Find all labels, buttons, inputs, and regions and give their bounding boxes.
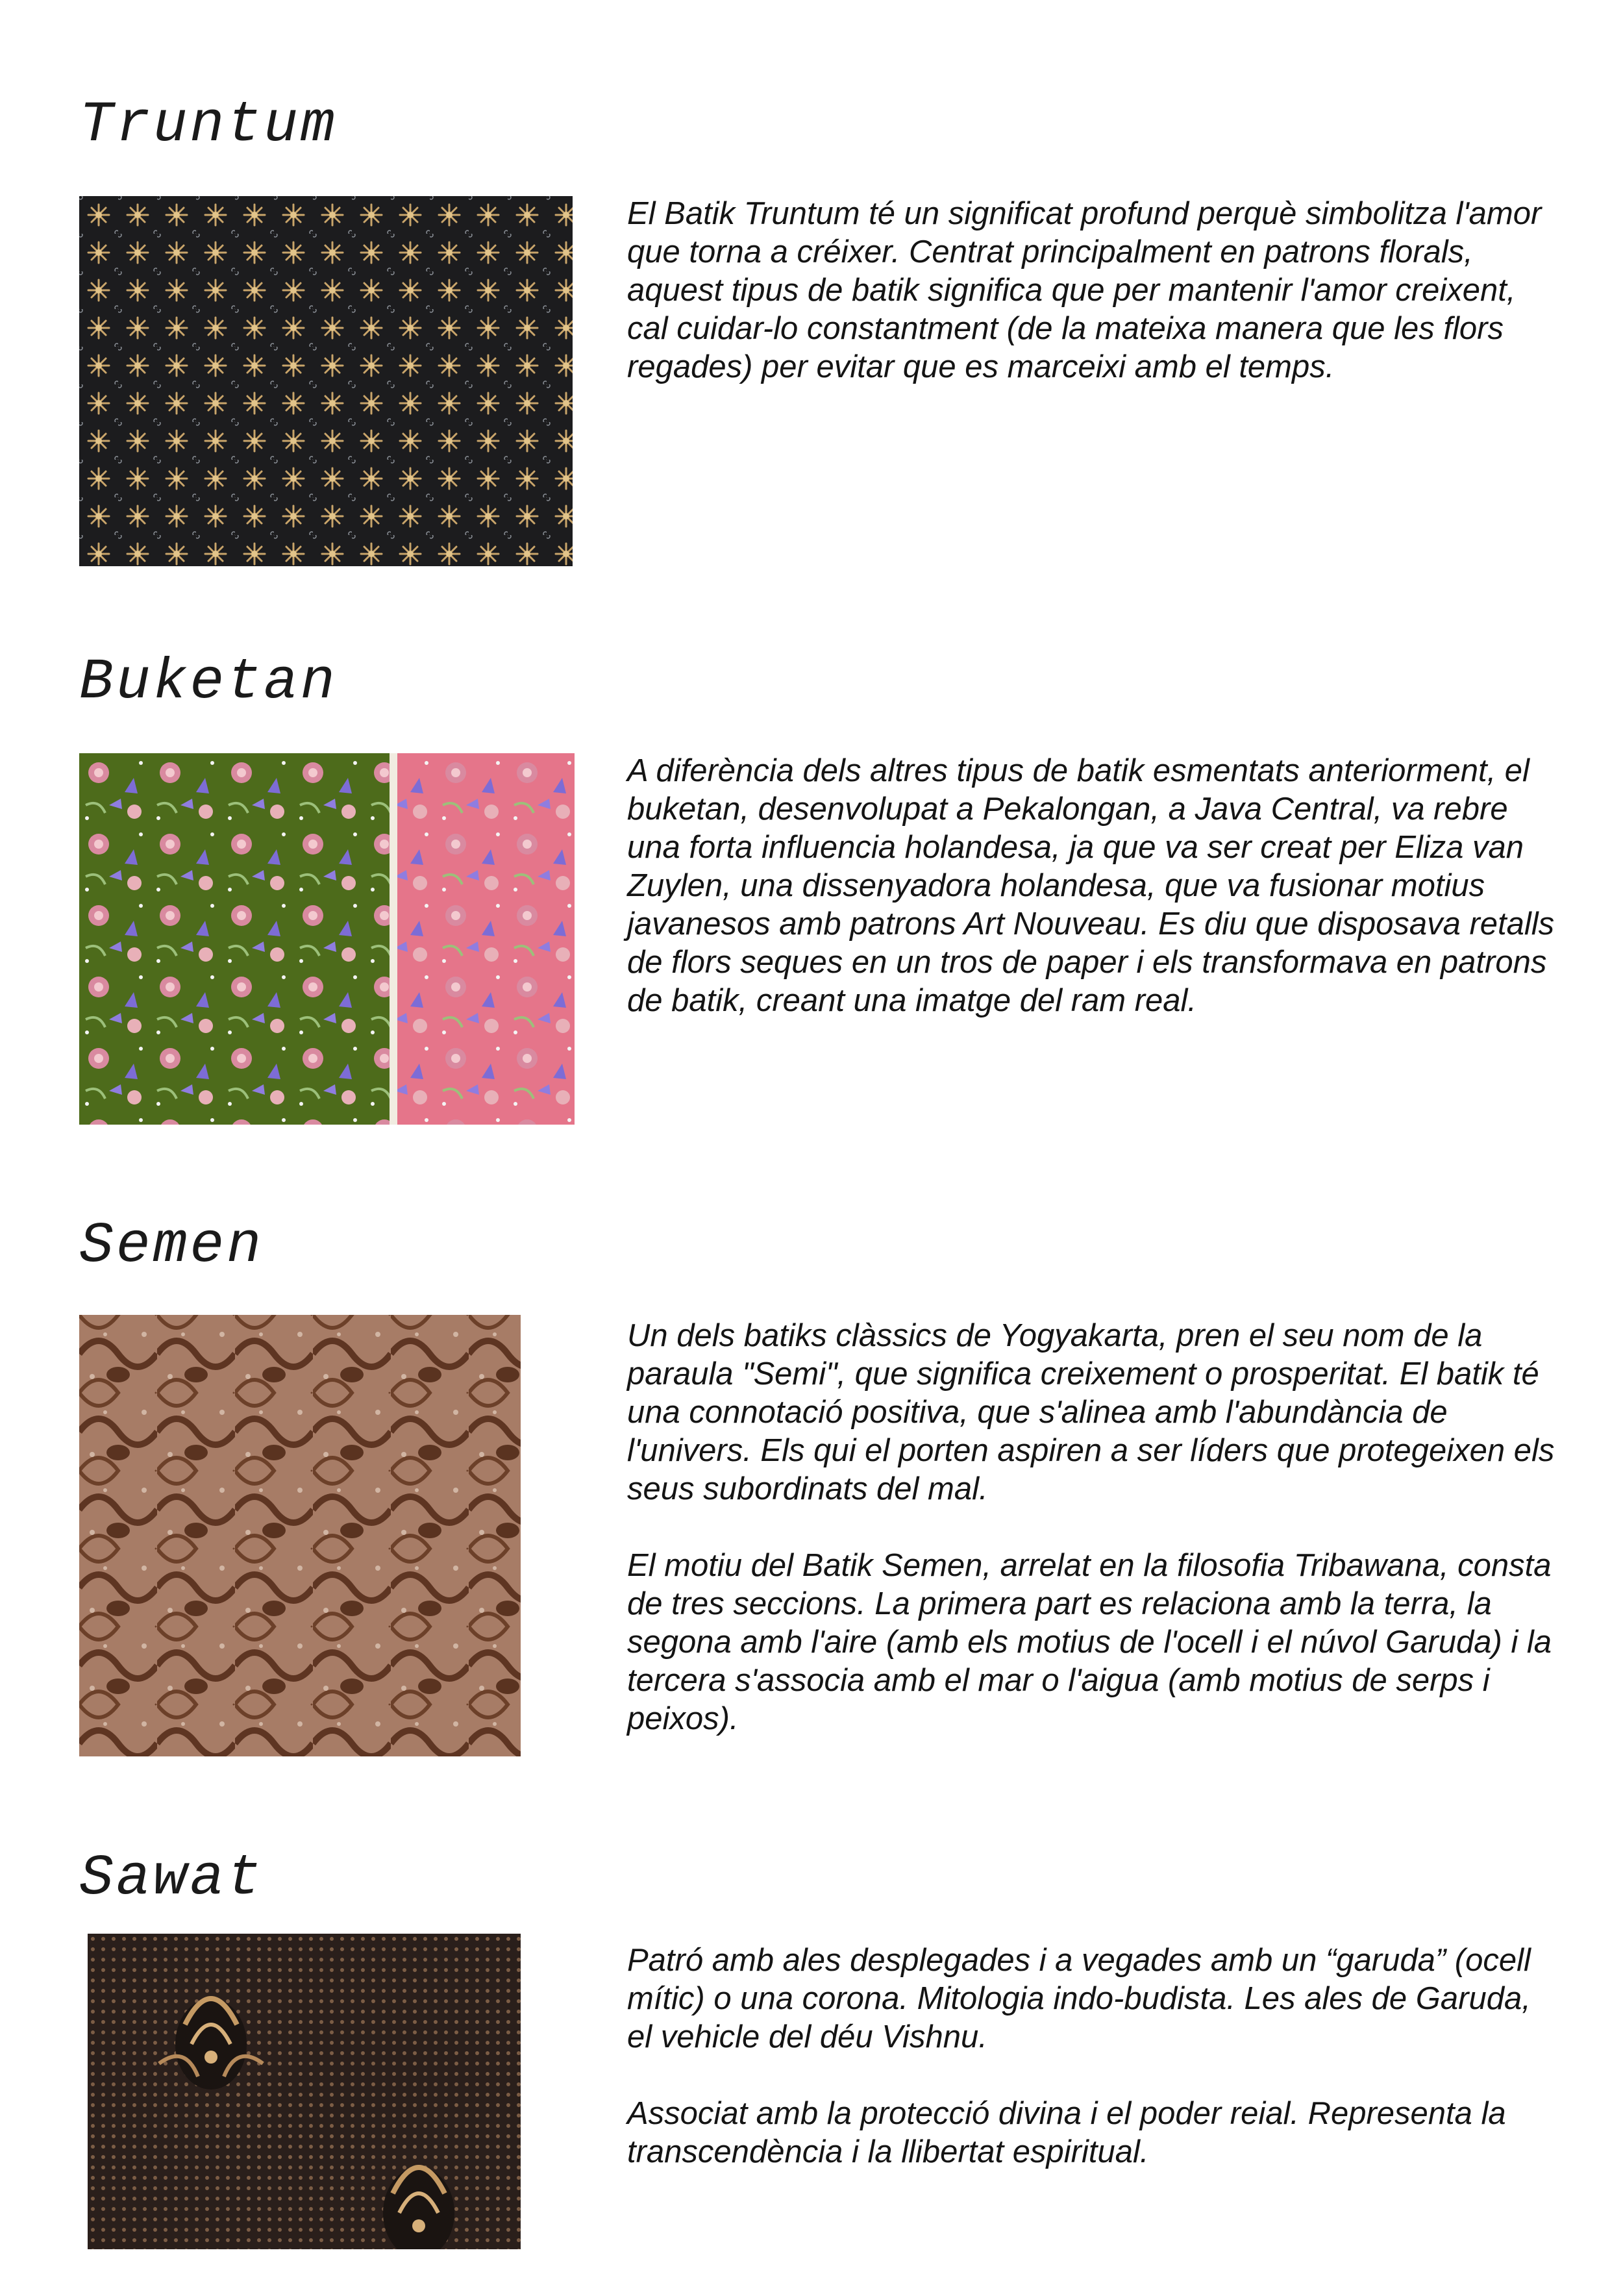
sawat-batik-image — [88, 1934, 521, 2249]
truntum-batik-image — [79, 196, 573, 566]
description-paragraph: Un dels batiks clàssics de Yogyakarta, pren el seu nom de la paraula "Semi", que significa creixement o prosperitat. El batik té una connotació positiva, que s'alinea amb l'abundància de l'univers. Els qui el porten aspiren a ser líders que protegeixen els seus subordinats del mal. — [627, 1318, 1555, 1506]
buketan-batik-image — [79, 753, 575, 1125]
section-description — [627, 752, 1562, 1020]
section-description — [627, 1317, 1562, 1738]
section-title: Truntum — [79, 94, 338, 158]
description-paragraph: El motiu del Batik Semen, arrelat en la filosofia Tribawana, consta de tres seccions. La primera part es relaciona amb la terra, la segona amb l'aire (amb els motius de l'ocell i el núvol Garuda) i la tercera s'associa amb el mar o l'aigua (amb motius de serps i peixos). — [627, 1548, 1552, 1736]
description-paragraph: Associat amb la protecció divina i el poder reial. Representa la transcendència i la llibertat espiritual. — [627, 2096, 1506, 2169]
description-paragraph: A diferència dels altres tipus de batik esmentats anteriorment, el buketan, desenvolupat a Pekalongan, a Java Central, va rebre una forta influencia holandesa, ja que va ser creat per Eliza van Zuylen, una dissenyadora holandesa, que va fusionar motius javanesos amb patrons Art Nouveau. Es diu que disposava retalls de flors seques en un tros de paper i els transformava en patrons de batik, creant una imatge del ram real. — [627, 753, 1555, 1018]
semen-batik-image — [79, 1315, 521, 1756]
section-description — [627, 195, 1562, 386]
section-title: Sawat — [79, 1847, 264, 1911]
section-title: Semen — [79, 1214, 264, 1279]
section-description — [627, 1941, 1562, 2171]
section-title: Buketan — [79, 651, 338, 715]
description-paragraph: Patró amb ales desplegades i a vegades amb un “garuda” (ocell mític) o una corona. Mitologia indo-budista. Les ales de Garuda, el vehicle del déu Vishnu. — [627, 1943, 1531, 2054]
description-paragraph: El Batik Truntum té un significat profund perquè simbolitza l'amor que torna a créixer. Centrat principalment en patrons florals, aquest tipus de batik significa que per mantenir l'amor creixent, cal cuidar-lo constantment (de la mateixa manera que les flors regades) per evitar que es marceixi amb el temps. — [627, 196, 1542, 384]
